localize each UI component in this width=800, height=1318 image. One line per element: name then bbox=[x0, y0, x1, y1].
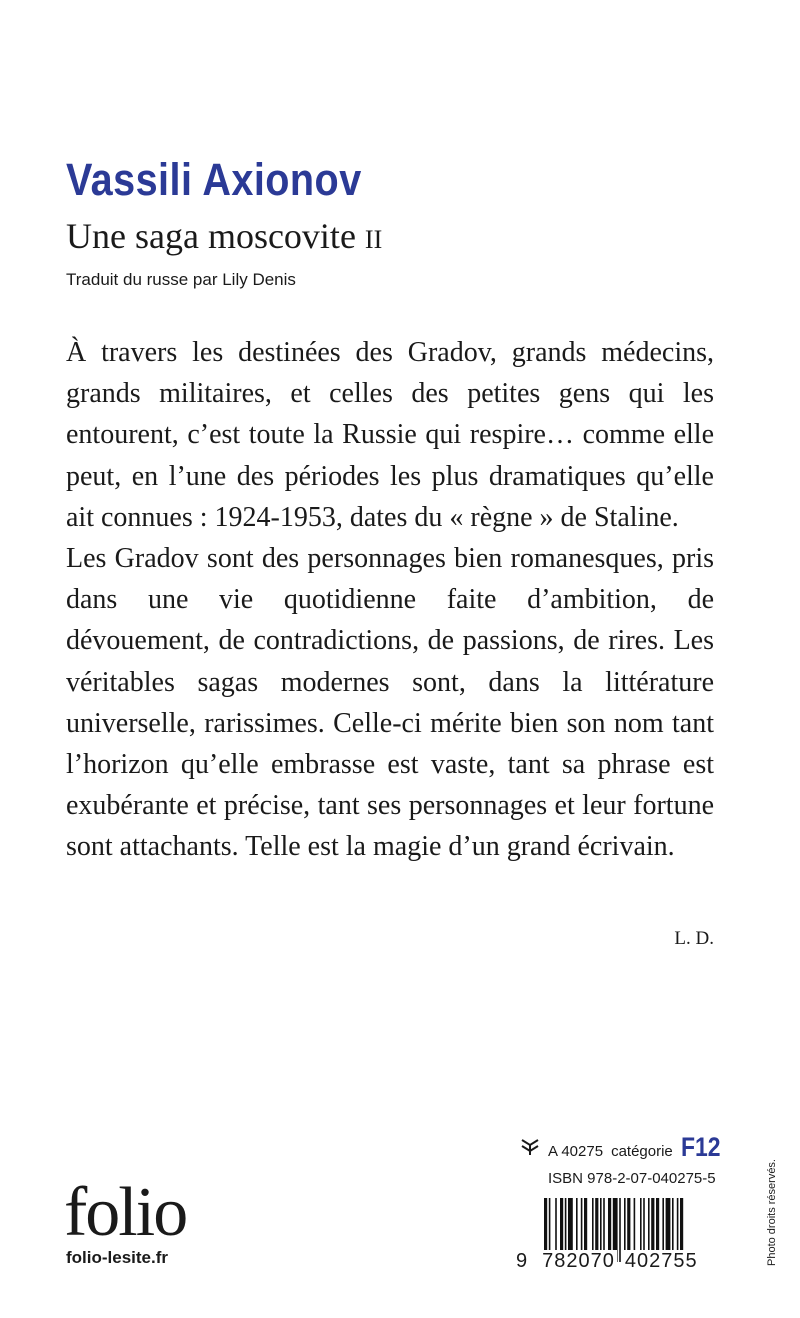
blurb-paragraph: Les Gradov sont des personnages bien romanesques, pris dans une vie quotidienne faite d’ambition, de dévouement, de contradictions, de passions, de rires. Les véritables sagas modernes sont, dans la littérature universelle, rarissimes. Celle-ci mérite bien son nom tant l’horizon qu’elle embrasse est vaste, tant sa phrase est exubérante et précise, tant ses personnages et leur fortune sont attachants. Telle est la magie d’un grand écrivain. bbox=[66, 543, 714, 863]
barcode-digits bbox=[514, 1250, 714, 1273]
publisher-logo: folio bbox=[64, 1174, 187, 1251]
book-title bbox=[66, 215, 382, 257]
author-name: Vassili Axionov bbox=[66, 154, 362, 205]
product-code-line bbox=[520, 1132, 727, 1160]
blurb-signature: L. D. bbox=[674, 928, 714, 949]
barcode-group-right: 402755 bbox=[624, 1250, 698, 1272]
book-volume: II bbox=[364, 225, 383, 254]
photo-credit: Photo droits réservés. bbox=[766, 1159, 778, 1266]
blurb-paragraph: À travers les destinées des Gradov, grands médecins, grands militaires, et celles des petites gens qui les entourent, c’est toute la Russie qui respire… comme elle peut, en l’une des périodes les plus dramatiques qu’elle ait connues : 1924-1953, dates du « règne » de Staline. bbox=[66, 337, 714, 533]
publisher-website: folio-lesite.fr bbox=[66, 1248, 169, 1267]
category-label: catégorie bbox=[611, 1143, 673, 1160]
product-code: A 40275 bbox=[548, 1143, 604, 1160]
back-cover-blurb bbox=[66, 332, 714, 868]
isbn-text: ISBN 978-2-07-040275-5 bbox=[548, 1170, 716, 1187]
category-code: F12 bbox=[680, 1132, 721, 1162]
translator-credit: Traduit du russe par Lily Denis bbox=[66, 270, 296, 289]
book-title-main: Une saga moscovite bbox=[66, 216, 356, 256]
barcode bbox=[514, 1198, 714, 1278]
book-category-icon bbox=[520, 1136, 540, 1156]
barcode-group-left: 782070 bbox=[542, 1250, 615, 1272]
barcode-first-digit: 9 bbox=[516, 1250, 529, 1272]
